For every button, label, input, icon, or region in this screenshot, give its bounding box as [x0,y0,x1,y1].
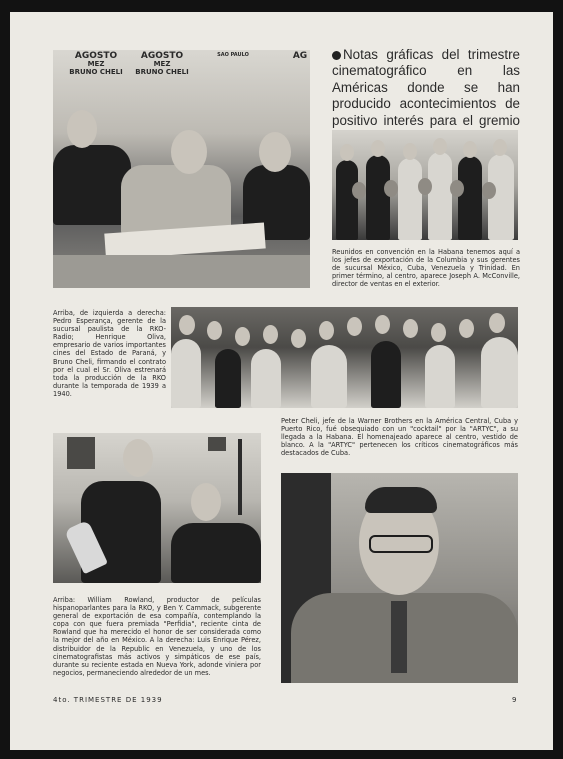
convention-photo [332,130,518,240]
page-number: 9 [512,696,518,704]
cocktail-photo [171,307,518,408]
signing-caption: Arriba, de izquierda a derecha: Pedro Esperança, gerente de la sucursal paulista de la RKO-Radio; Henrique Oliva, empresario de varios importantes cines del Estado de Paraná, y Bruno Cheli, firmando el contrato por el cual el Sr. Oliva estrenará toda la producción de la RKO durante la temporada de 1939 a 1940. [53,309,166,398]
glasses-frame [369,535,433,553]
rowland-caption: Arriba: William Rowland, productor de películas hispanoparlantes para la RKO, y Ben Y. Cammack, subgerente general de exportación de esa compañía, contemplando la copa con que fuera premiada "Perfidia", reciente cinta de Rowland que ha merecido el honor de ser considerada como la mejor del año en México. A la derecha: Luis Enrique Pérez, distribuidor de la Republic en Venezuela, y uno de los cinematografistas más activos y simpáticos de ese país, durante su reciente estada en Nueva York, adonde viniera por negocios, permaneciendo alrededor de un mes. [53,596,261,677]
poster-sao-paulo: SAO PAULO [217,52,249,58]
cocktail-caption: Peter Cheli, jefe de la Warner Brothers en la América Central, Cuba y Puerto Rico, fué obsequiado con un "cocktail" por la "ARTYC", a su llegada a la Habana. El homenajeado aparece al centro, vestido de blanco. A la "ARTYC" pertenecen los críticos cinematográficos más destacados de Cuba. [281,417,518,458]
contract-signing-photo [53,50,310,288]
portrait-photo [281,473,518,683]
trophy-photo [53,433,261,583]
headline: Notas gráficas del trimestre cinematográfico en las Américas donde se han producido acontecimientos de positivo interés para el gremio [332,47,520,128]
poster-agosto-1: AGOSTO MEZ BRUNO CHELI [69,51,123,76]
poster-agosto-3: AG [292,51,308,61]
convention-caption: Reunidos en convención en la Habana tenemos aquí a los jefes de exportación de la Columbia y sus gerentes de sucursal México, Cuba, Venezuela y Trinidad. En primer término, al centro, aparece Joseph A. McConville, director de ventas en el exterior. [332,248,520,289]
poster-agosto-2: AGOSTO MEZ BRUNO CHELI [135,51,189,76]
magazine-page [10,12,553,750]
bullet-icon [332,51,341,60]
issue-footer: 4to. TRIMESTRE DE 1939 [53,696,163,704]
